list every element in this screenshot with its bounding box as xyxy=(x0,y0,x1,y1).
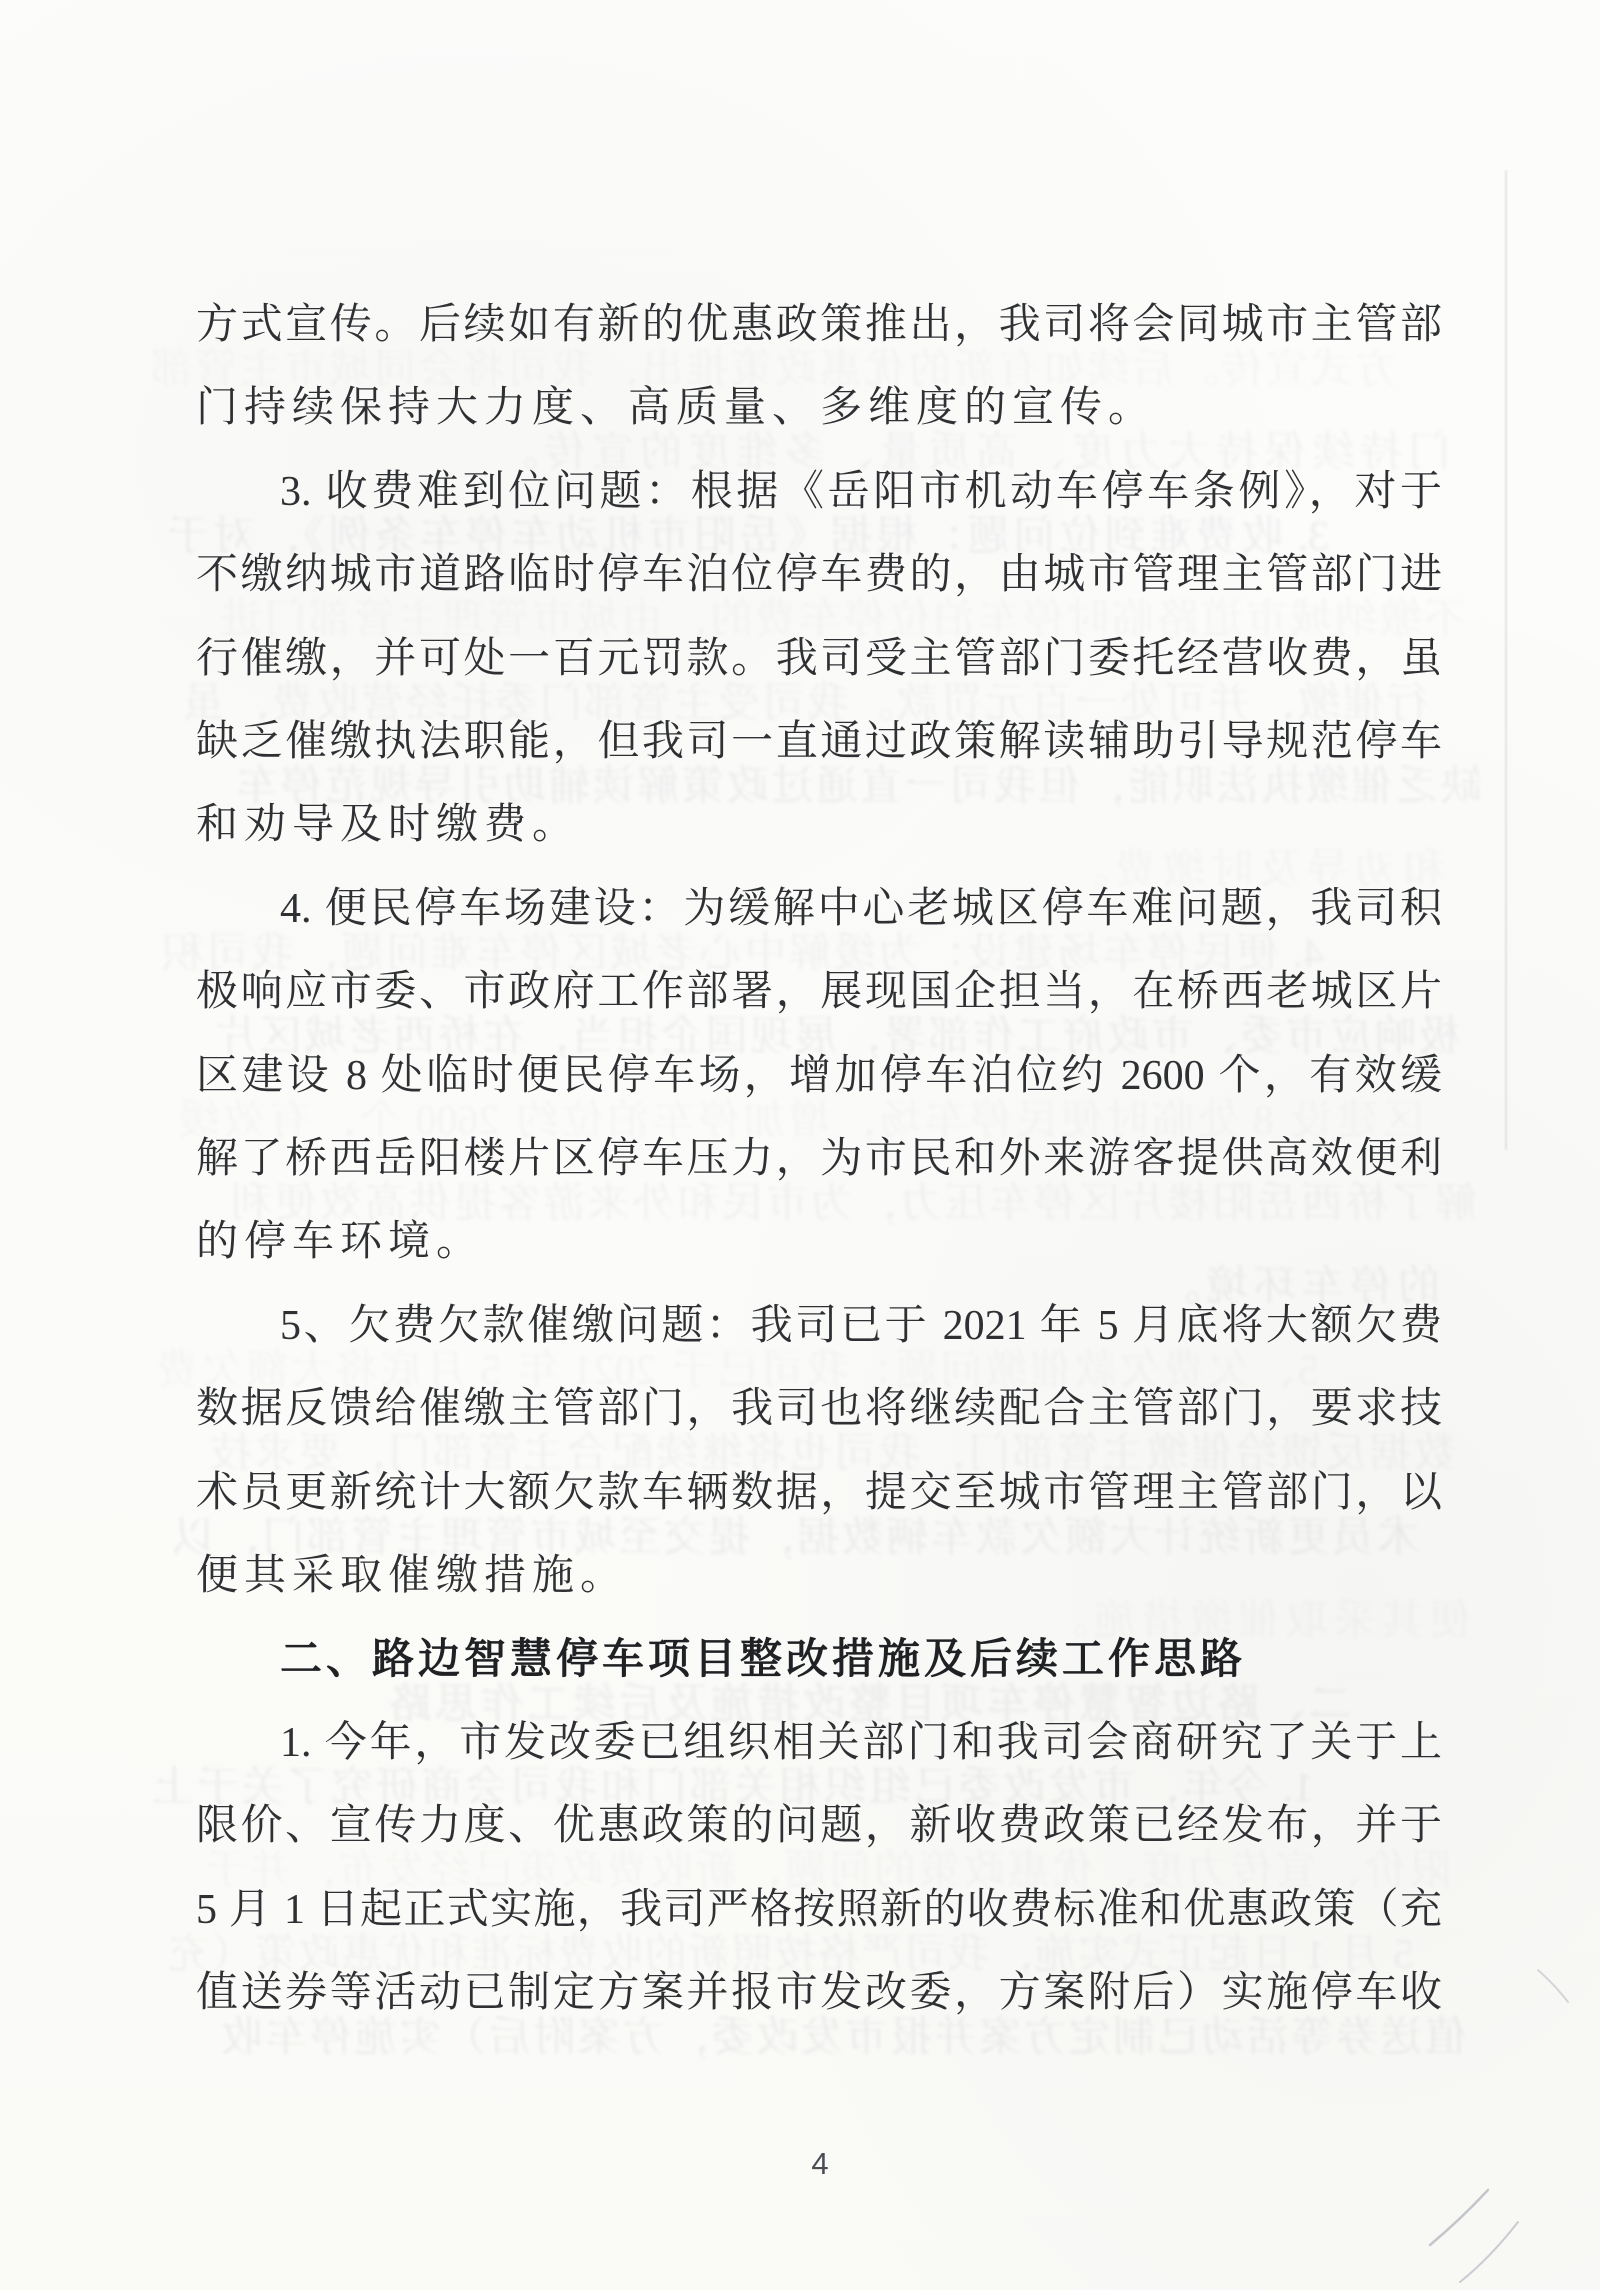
text-line: 缺乏催缴执法职能，但我司一直通过政策解读辅助引导规范停车 xyxy=(196,719,1442,765)
text-line: 值送券等活动已制定方案并报市发改委，方案附后）实施停车收 xyxy=(196,1970,1442,2016)
bleed-through-line: 极响应市委、市政府工作部署，展现国企担当，在桥西老城区片 xyxy=(215,1014,1461,1061)
text-line: 解了桥西岳阳楼片区停车压力，为市民和外来游客提供高效便利 xyxy=(196,1136,1442,1182)
text-line: 不缴纳城市道路临时停车泊位停车费的，由城市管理主管部门进 xyxy=(196,552,1442,599)
bleed-through-line: 3. 收费难到位问题：根据《岳阳市机动车停车条例》，对于 xyxy=(167,513,1329,560)
bleed-through-line: 限价、宣传力度、优惠政策的问题，新收费政策已经发布，并于 xyxy=(205,1848,1451,1895)
bleed-through-line: 缺乏催缴执法职能，但我司一直通过政策解读辅助引导规范停车 xyxy=(236,764,1482,810)
text-line: 数据反馈给催缴主管部门，我司也将继续配合主管部门，要求技 xyxy=(196,1386,1442,1433)
bleed-through-line: 便其采取催缴措施。 xyxy=(1039,1598,1472,1644)
bleed-through-line: 术员更新统计大额欠款车辆数据，提交至城市管理主管部门，以 xyxy=(173,1514,1419,1561)
text-line: 术员更新统计大额欠款车辆数据，提交至城市管理主管部门，以 xyxy=(196,1469,1442,1516)
text-line: 5 月 1 日起正式实施，我司严格按照新的收费标准和优惠政策（充 xyxy=(196,1886,1442,1933)
bleed-through-line: 区建设 8 处临时便民停车场，增加停车泊位约 2600 个，有效缓 xyxy=(178,1097,1424,1144)
scan-fold-line xyxy=(1505,170,1507,1150)
text-line: 限价、宣传力度、优惠政策的问题，新收费政策已经发布，并于 xyxy=(196,1803,1442,1850)
bleed-through-line: 和劝导及时缴费。 xyxy=(1060,847,1445,894)
bleed-through-line: 门持续保持大力度、高质量、多维度的宣传。 xyxy=(489,430,1450,477)
text-line: 门持续保持大力度、高质量、多维度的宣传。 xyxy=(196,385,1157,432)
bleed-through-line: 不缴纳城市道路临时停车泊位停车费的，由城市管理主管部门进 xyxy=(220,597,1466,644)
bleed-through-line: 值送券等活动已制定方案并报市发改委，方案附后）实施停车收 xyxy=(221,2015,1467,2061)
text-line: 3. 收费难到位问题：根据《岳阳市机动车停车条例》，对于 xyxy=(280,468,1442,515)
bleed-through-line: 5、欠费欠款催缴问题：我司已于 2021 年 5 月底将大额欠费 xyxy=(157,1347,1319,1394)
bleed-through-line: 4. 便民停车场建设：为缓解中心老城区停车难问题，我司积 xyxy=(162,930,1324,977)
bleed-through-line: 行催缴，并可处一百元罚款。我司受主管部门委托经营收费，虽 xyxy=(183,680,1429,727)
page-number: 4 xyxy=(811,2146,829,2181)
bleed-through-line: 1. 今年，市发改委已组织相关部门和我司会商研究了关于上 xyxy=(152,1764,1314,1811)
bleed-through-line: 5 月 1 日起正式实施，我司严格按照新的收费标准和优惠政策（充 xyxy=(168,1931,1414,1978)
bleed-through-line: 的停车环境。 xyxy=(1151,1264,1440,1311)
bleed-through-line: 方式宣传。后续如有新的优惠政策推出，我司将会同城市主管部 xyxy=(151,347,1397,393)
text-line: 和劝导及时缴费。 xyxy=(196,802,581,849)
document-body xyxy=(196,283,1442,2083)
text-line: 行催缴，并可处一百元罚款。我司受主管部门委托经营收费，虽 xyxy=(196,635,1442,682)
section-heading: 二、路边智慧停车项目整改措施及后续工作思路 xyxy=(280,1635,1247,1683)
text-line: 区建设 8 处临时便民停车场，增加停车泊位约 2600 个，有效缓 xyxy=(196,1052,1442,1099)
text-line: 5、欠费欠款催缴问题：我司已于 2021 年 5 月底将大额欠费 xyxy=(280,1302,1442,1349)
text-line: 1. 今年，市发改委已组织相关部门和我司会商研究了关于上 xyxy=(280,1719,1442,1766)
text-line: 便其采取催缴措施。 xyxy=(196,1553,629,1599)
bleed-through-line: 数据反馈给催缴主管部门，我司也将继续配合主管部门，要求技 xyxy=(210,1431,1456,1478)
text-line: 的停车环境。 xyxy=(196,1219,485,1266)
bleed-through-line: 二、路边智慧停车项目整改措施及后续工作思路 xyxy=(384,1680,1351,1728)
text-line: 极响应市委、市政府工作部署，展现国企担当，在桥西老城区片 xyxy=(196,969,1442,1016)
scratch-marks xyxy=(1340,1890,1600,2290)
text-line: 方式宣传。后续如有新的优惠政策推出，我司将会同城市主管部 xyxy=(196,302,1442,348)
text-line: 4. 便民停车场建设：为缓解中心老城区停车难问题，我司积 xyxy=(280,885,1442,932)
bleed-through-line: 解了桥西岳阳楼片区停车压力，为市民和外来游客提供高效便利 xyxy=(231,1181,1477,1227)
